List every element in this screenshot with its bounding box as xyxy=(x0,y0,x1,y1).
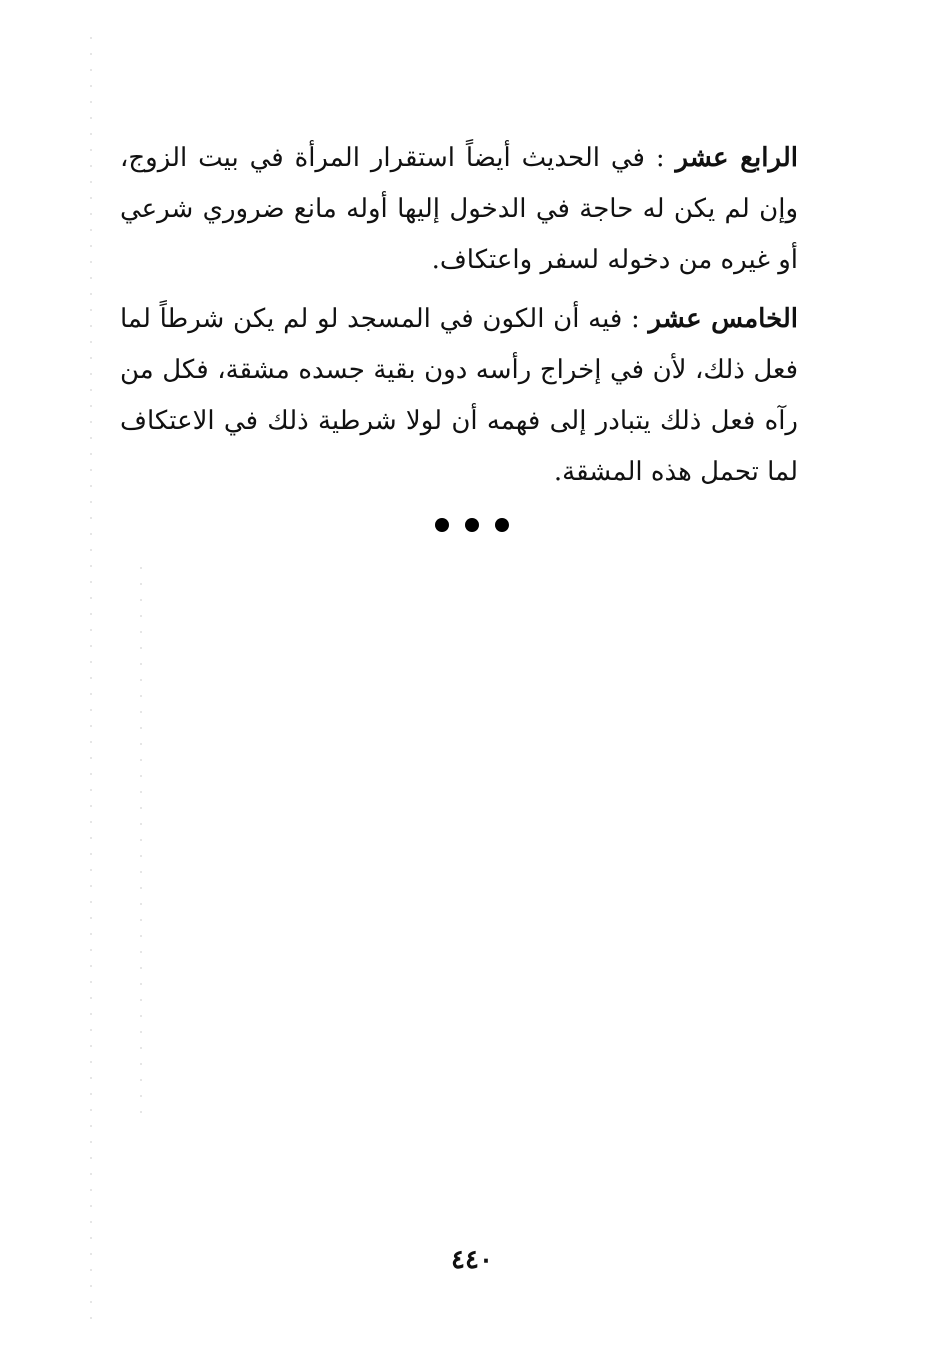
page-number: ٤٤٠ xyxy=(451,1245,493,1275)
paragraph-lead: الخامس عشر xyxy=(648,304,798,334)
separator-dot xyxy=(435,518,449,532)
paragraph-fourteenth xyxy=(120,133,798,286)
paragraph-lead: الرابع عشر xyxy=(675,143,799,173)
paragraph-body: : فيه أن الكون في المسجد لو لم يكن شرطاً لما فعل ذلك، لأن في إخراج رأسه دون بقية جسده مشقة، فكل من رآه فعل ذلك يتبادر إلى فهمه أن لولا شرطية ذلك في الاعتكاف لما تحمل هذه المشقة. xyxy=(120,304,798,487)
scan-speckle-inner xyxy=(140,560,142,1120)
separator-dot xyxy=(465,518,479,532)
separator-dot xyxy=(495,518,509,532)
paragraph-body: : في الحديث أيضاً استقرار المرأة في بيت الزوج، وإن لم يكن له حاجة في الدخول إليها أوله مانع ضروري شرعي أو غيره من دخوله لسفر واعتكاف. xyxy=(120,143,798,275)
paragraph-fifteenth xyxy=(120,294,798,498)
section-separator xyxy=(0,518,944,532)
scan-speckle-left xyxy=(90,30,92,1330)
